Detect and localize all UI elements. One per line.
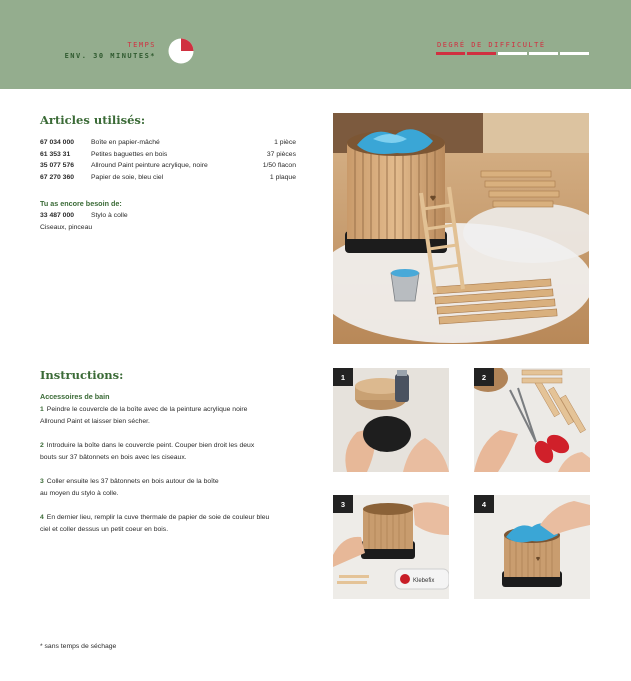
extra-description: Stylo à colle xyxy=(91,212,128,219)
time-label-value: ENV. 30 MINUTES* xyxy=(64,52,156,60)
step-number: 3 xyxy=(40,478,44,485)
glue-label: Klebefix xyxy=(413,578,435,584)
step-badge: 2 xyxy=(474,368,494,386)
instruction-step xyxy=(40,440,302,463)
extra-tools xyxy=(40,222,240,234)
extra-list xyxy=(40,210,240,233)
extra-row xyxy=(40,210,240,222)
difficulty-segment xyxy=(467,52,496,55)
step-text-cont: Allround Paint et laisser bien sécher. xyxy=(40,417,150,425)
step-text-cont: ciel et coller dessus un petit coeur en bois. xyxy=(40,525,169,533)
difficulty-label: DEGRÉ DE DIFFICULTÉ xyxy=(437,41,546,49)
header-band xyxy=(0,0,631,89)
extra-title: Tu as encore besoin de: xyxy=(40,199,122,208)
article-quantity: 1/50 flacon xyxy=(262,162,296,170)
step-text: Coller ensuite les 37 bâtonnets en bois autour de la boîte xyxy=(46,478,219,485)
article-number: 67 270 360 xyxy=(40,173,75,181)
difficulty-segment xyxy=(560,52,589,55)
step-number: 1 xyxy=(40,406,44,413)
article-row xyxy=(40,160,296,172)
instruction-step xyxy=(40,512,302,535)
step-badge: 1 xyxy=(333,368,353,386)
time-label xyxy=(65,40,156,62)
article-row xyxy=(40,172,296,184)
article-row xyxy=(40,149,296,161)
step-photo-3 xyxy=(333,495,449,599)
article-description: Papier de soie, bleu ciel xyxy=(91,173,164,181)
article-quantity: 1 pièce xyxy=(274,139,296,147)
difficulty-segment xyxy=(529,52,558,55)
step-text-cont: au moyen du stylo à colle. xyxy=(40,489,119,497)
article-row xyxy=(40,137,296,149)
step-number: 2 xyxy=(40,442,44,449)
step-text-cont: bouts sur 37 bâtonnets en bois avec les ciseaux. xyxy=(40,453,187,461)
step-photo-2 xyxy=(474,368,590,472)
article-description: Petites baguettes en bois xyxy=(91,150,168,158)
extra-tools-text: Ciseaux, pinceau xyxy=(40,223,93,231)
difficulty-segment xyxy=(436,52,465,55)
instructions-title: Instructions: xyxy=(40,368,124,382)
articles-title: Articles utilisés: xyxy=(40,113,146,127)
article-number: 67 034 000 xyxy=(40,139,75,147)
step-text: Introduire la boîte dans le couvercle peint. Couper bien droit les deux xyxy=(46,442,255,449)
step-photo-4 xyxy=(474,495,590,599)
clock-icon xyxy=(168,38,194,64)
article-description: Allround Paint peinture acrylique, noire xyxy=(91,162,208,170)
article-number: 61 353 31 xyxy=(40,150,71,158)
articles-table xyxy=(40,137,296,183)
instructions-subtitle: Accessoires de bain xyxy=(40,392,110,401)
article-quantity: 37 pièces xyxy=(266,150,296,158)
article-description: Boîte en papier-mâché xyxy=(91,139,160,147)
instruction-step xyxy=(40,476,302,499)
difficulty-segment xyxy=(498,52,527,55)
extra-number: 33 487 000 xyxy=(40,212,75,220)
step-badge: 4 xyxy=(474,495,494,513)
step-text: Peindre le couvercle de la boîte avec de la peinture acrylique noire xyxy=(46,406,248,413)
step-number: 4 xyxy=(40,514,44,521)
article-number: 35 077 576 xyxy=(40,162,75,170)
step-badge: 3 xyxy=(333,495,353,513)
instruction-step xyxy=(40,404,302,427)
step-photo-1 xyxy=(333,368,449,472)
time-label-title: TEMPS xyxy=(127,41,156,49)
clock-time-fill xyxy=(181,39,194,52)
step-text: En dernier lieu, remplir la cuve thermale de papier de soie de couleur bleu xyxy=(46,514,270,521)
hero-photo xyxy=(333,113,589,344)
footnote: * sans temps de séchage xyxy=(40,643,117,650)
difficulty-meter xyxy=(436,52,589,55)
article-quantity: 1 plaque xyxy=(269,173,296,181)
